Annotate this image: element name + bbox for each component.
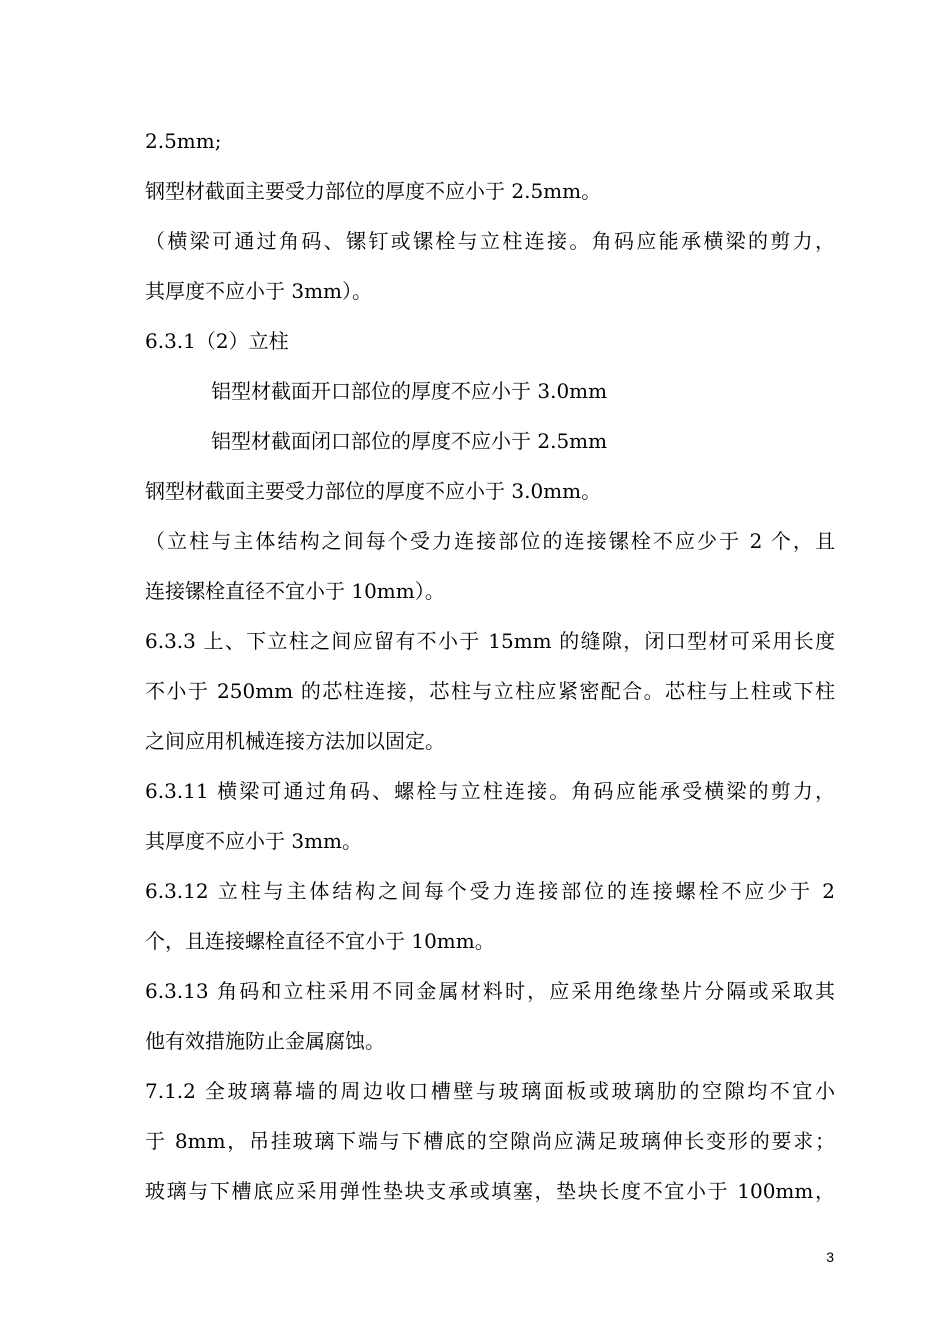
text-line-14: 6.3.11 横梁可通过角码、螺栓与立柱连接。角码应能承受横梁的剪力，: [145, 779, 835, 803]
text-line-2: 钢型材截面主要受力部位的厚度不应小于 2.5mm。: [145, 179, 602, 203]
page-number: 3: [826, 1249, 834, 1265]
text-line-1: 2.5mm;: [145, 129, 222, 153]
text-line-9: （立柱与主体结构之间每个受力连接部位的连接镙栓不应少于 2 个，且: [145, 529, 835, 553]
text-line-5: 6.3.1（2）立柱: [145, 329, 289, 353]
text-line-7: 铝型材截面闭口部位的厚度不应小于 2.5mm: [211, 429, 608, 453]
document-body: [145, 116, 835, 1216]
text-line-4: 其厚度不应小于 3mm）。: [145, 279, 373, 303]
text-line-13: 之间应用机械连接方法加以固定。: [145, 729, 445, 753]
text-line-8: 钢型材截面主要受力部位的厚度不应小于 3.0mm。: [145, 479, 602, 503]
text-line-17: 个，且连接螺栓直径不宜小于 10mm。: [145, 929, 495, 953]
text-line-22: 玻璃与下槽底应采用弹性垫块支承或填塞，垫块长度不宜小于 100mm，: [145, 1179, 835, 1203]
text-line-19: 他有效措施防止金属腐蚀。: [145, 1029, 385, 1053]
text-line-6: 铝型材截面开口部位的厚度不应小于 3.0mm: [211, 379, 608, 403]
text-line-11: 6.3.3 上、下立柱之间应留有不小于 15mm 的缝隙，闭口型材可采用长度: [145, 629, 835, 653]
text-line-21: 于 8mm，吊挂玻璃下端与下槽底的空隙尚应满足玻璃伸长变形的要求；: [145, 1129, 835, 1153]
text-line-20: 7.1.2 全玻璃幕墙的周边收口槽壁与玻璃面板或玻璃肋的空隙均不宜小: [145, 1079, 835, 1103]
text-line-15: 其厚度不应小于 3mm。: [145, 829, 363, 853]
text-line-18: 6.3.13 角码和立柱采用不同金属材料时，应采用绝缘垫片分隔或采取其: [145, 979, 835, 1003]
text-line-3: （横梁可通过角码、镙钉或镙栓与立柱连接。角码应能承横梁的剪力，: [145, 229, 835, 253]
text-line-10: 连接镙栓直径不宜小于 10mm）。: [145, 579, 445, 603]
text-line-12: 不小于 250mm 的芯柱连接，芯柱与立柱应紧密配合。芯柱与上柱或下柱: [145, 679, 835, 703]
text-line-16: 6.3.12 立柱与主体结构之间每个受力连接部位的连接螺栓不应少于 2: [145, 879, 835, 903]
